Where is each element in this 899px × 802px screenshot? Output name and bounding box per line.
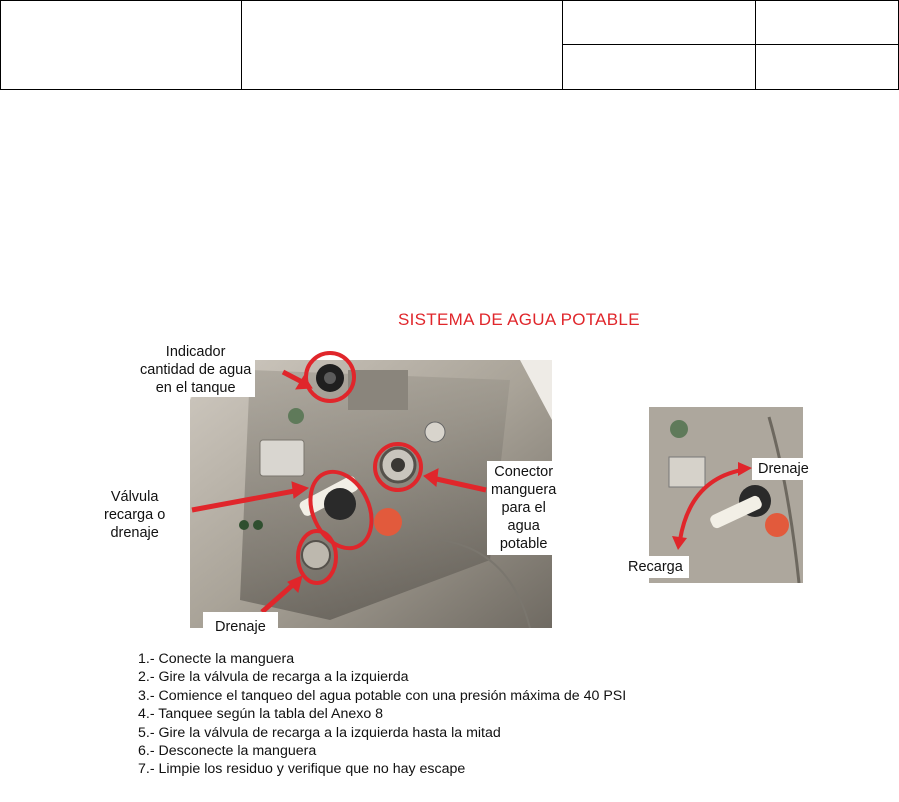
circle-indicator	[306, 353, 354, 401]
step-item: 1.- Conecte la manguera	[138, 651, 295, 667]
label-recarga	[622, 556, 689, 578]
label-conector-text: Conector manguera para el agua potable	[491, 464, 557, 552]
circle-valve	[299, 462, 384, 558]
circle-drain	[298, 531, 336, 583]
step-item: 5.- Gire la válvula de recarga a la izquierda hasta la mitad	[138, 724, 501, 741]
diagram-title: SISTEMA DE AGUA POTABLE	[398, 310, 640, 329]
circle-connector	[375, 444, 421, 490]
arrow-valve	[192, 490, 300, 510]
label-conector	[487, 461, 560, 555]
steps-list	[138, 650, 626, 779]
step-item: 2.- Gire la válvula de recarga a la izquierda	[138, 669, 409, 686]
label-valvula-text: Válvula recarga o drenaje	[104, 489, 166, 541]
step-item: 3.- Comience el tanqueo del agua potable con una presión máxima de 40 PSI	[138, 687, 627, 704]
label-drenaje-main-text: Drenaje	[215, 619, 266, 635]
arrow-drain	[262, 582, 296, 612]
step-item: 4.- Tanquee según la tabla del Anexo 8	[138, 706, 384, 723]
arrow-connector	[432, 478, 486, 490]
rotation-arrowhead-drain	[738, 462, 752, 476]
rotation-arrowhead-recharge	[672, 536, 687, 550]
step-item: 6.- Desconecte la manguera	[138, 743, 317, 760]
label-drenaje-small-text: Drenaje	[758, 461, 809, 477]
label-recarga-text: Recarga	[628, 559, 683, 575]
label-indicador-text: Indicador cantidad de agua en el tanque	[140, 344, 252, 396]
label-indicador	[136, 343, 255, 397]
label-valvula	[100, 488, 169, 542]
arrowhead-connector	[424, 469, 438, 486]
step-item: 7.- Limpie los residuo y verifique que no hay escape	[138, 761, 466, 778]
arrowhead-valve	[292, 482, 308, 498]
rotation-arrow	[680, 470, 742, 540]
label-drenaje-small	[752, 458, 815, 480]
label-drenaje-main	[203, 612, 278, 636]
